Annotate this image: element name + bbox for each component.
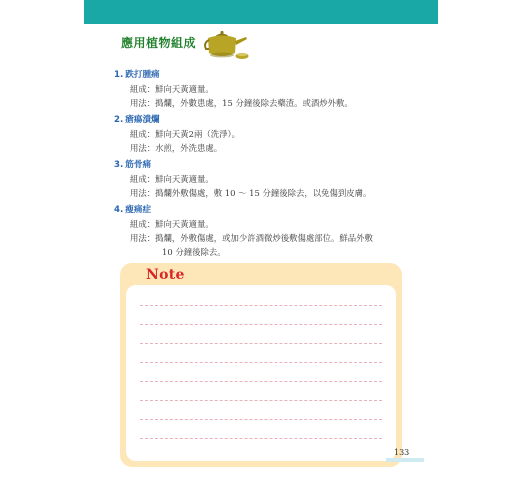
remedy-item (114, 113, 414, 155)
remedy-title: 4. 瘦痛症 (114, 205, 152, 215)
remedy-composition: 組成：鮮向天黃適量。 (130, 219, 214, 229)
remedy-item (114, 68, 414, 110)
note-ruled-line (140, 400, 382, 401)
remedy-usage: 用法：搗爛，外敷傷處，或加少許酒微炒後敷傷處部位。鮮品外敷 (130, 233, 373, 243)
note-ruled-line (140, 343, 382, 344)
section-title: 應用植物組成 (121, 36, 197, 50)
remedy-item (114, 158, 414, 200)
note-ruled-line (140, 381, 382, 382)
remedy-list (114, 68, 414, 262)
remedy-title: 1. 跌打腫痛 (114, 70, 160, 80)
top-color-bar (84, 0, 438, 24)
note-box (120, 263, 402, 467)
remedy-usage-continued: 10 分鐘後除去。 (162, 247, 226, 257)
page-number-bar (386, 458, 424, 462)
remedy-title: 2. 瘡瘍潰爛 (114, 115, 160, 125)
remedy-usage: 用法：搗爛外敷傷處，敷 10 ～ 15 分鐘後除去，以免傷到皮膚。 (130, 188, 372, 198)
remedy-composition: 組成：鮮向天黃2兩（洗淨）。 (130, 129, 241, 139)
page-number: 133 (394, 448, 410, 457)
teapot-icon (202, 28, 250, 62)
remedy-composition: 組成：鮮向天黃適量。 (130, 174, 214, 184)
note-ruled-line (140, 305, 382, 306)
remedy-composition: 組成：鮮向天黃適量。 (130, 84, 214, 94)
note-ruled-line (140, 362, 382, 363)
note-title: Note (146, 267, 185, 283)
note-ruled-line (140, 419, 382, 420)
remedy-usage: 用法：水煎，外洗患處。 (130, 143, 223, 153)
note-paper (126, 285, 396, 461)
remedy-usage: 用法：搗爛，外數患處，15 分鐘後除去藥渣。或酒炒外敷。 (130, 98, 353, 108)
remedy-item (114, 203, 414, 259)
note-ruled-line (140, 324, 382, 325)
note-ruled-line (140, 438, 382, 439)
remedy-title: 3. 筋骨痛 (114, 160, 152, 170)
